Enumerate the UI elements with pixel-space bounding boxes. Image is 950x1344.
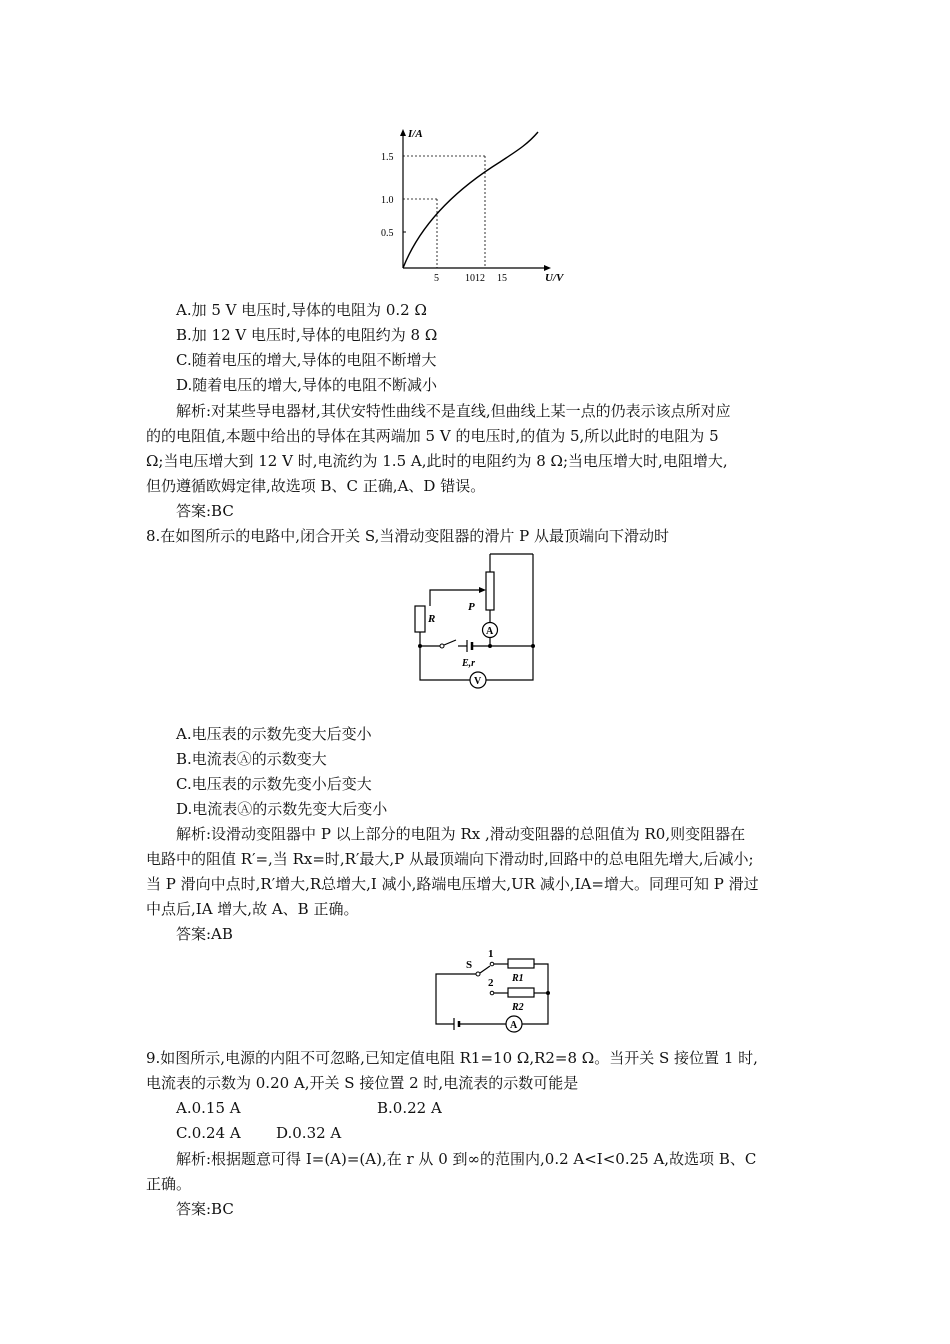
r1-label: R1 [512,973,524,984]
q9-ammeter-label: A [510,1020,518,1031]
iu-graph [375,125,575,285]
q9-option-a: A.0.15 A [176,1099,241,1117]
source-label: E,r [462,658,476,669]
q9-stem-1: 9.如图所示,电源的内阻不可忽略,已知定值电阻 R1=10 Ω,R2=8 Ω。当开关 S 接位置 1 时, [146,1049,758,1067]
x-tick-5: 5 [434,273,439,284]
pos2-label: 2 [488,977,494,989]
q8-analysis-1: 解析:设滑动变阻器中 P 以上部分的电阻为 Rx ,滑动变阻器的总阻值为 R0,则变阻器在 [176,825,746,843]
resistor-r1 [508,959,534,968]
y-tick-1-0: 1.0 [381,195,394,206]
q7-option-b: B.加 12 V 电压时,导体的电阻约为 8 Ω [176,326,438,344]
slider-label: P [468,601,475,613]
x-tick-10-12: 1012 [465,273,485,284]
q8-option-a: A.电压表的示数先变大后变小 [176,725,372,743]
q8-option-b: B.电流表Ⓐ的示数变大 [176,750,327,768]
y-axis-arrow [400,129,406,136]
resistor-label: R [428,613,436,625]
q8-analysis-4: 中点后,IA 增大,故 A、B 正确。 [146,900,359,918]
resistor-r2 [508,988,534,997]
q9-analysis-2: 正确。 [146,1175,192,1193]
slider-arrow [479,587,486,593]
q7-option-d: D.随着电压的增大,导体的电阻不断减小 [176,376,438,394]
r2-label: R2 [512,1002,524,1013]
q9-circuit [428,944,558,1034]
iu-curve [403,132,538,268]
voltmeter-label: V [474,676,482,687]
q9-option-b: B.0.22 A [377,1099,442,1117]
x-axis-label: U/V [545,272,564,284]
q9-switch [480,966,490,973]
y-axis-label: I/A [408,128,423,140]
q9-option-c: C.0.24 A [176,1124,241,1142]
q7-option-c: C.随着电压的增大,导体的电阻不断增大 [176,351,437,369]
resistor-r [415,606,425,632]
rheostat [486,572,494,610]
x-axis-arrow [544,265,551,271]
q8-analysis-3: 当 P 滑向中点时,R′增大,R总增大,I 减小,路端电压增大,UR 减小,IA=增大。同理可知 P 滑过 [146,875,759,893]
q7-option-a: A.加 5 V 电压时,导体的电阻为 0.2 Ω [176,301,427,319]
q7-analysis-1: 解析:对某些导电器材,其伏安特性曲线不是直线,但曲线上某一点的仍表示该点所对应 [176,402,731,420]
q8-answer: 答案:AB [176,925,233,943]
y-tick-0-5: 0.5 [381,228,394,239]
y-tick-1-5: 1.5 [381,152,394,163]
q9-answer: 答案:BC [176,1200,234,1218]
q7-analysis-3: Ω;当电压增大到 12 V 时,电流约为 1.5 A,此时的电阻约为 8 Ω;当电压增大时,电阻增大, [146,452,728,470]
q9-analysis-1: 解析:根据题意可得 I=(A)=(A),在 r 从 0 到∞的范围内,0.2 A<I<0.25 A,故选项 B、C [176,1150,757,1168]
q8-option-c: C.电压表的示数先变小后变大 [176,775,372,793]
q7-analysis-2: 的的电阻值,本题中给出的导体在其两端加 5 V 的电压时,的值为 5,所以此时的电阻为 5 [146,427,719,445]
q8-option-d: D.电流表Ⓐ的示数先变大后变小 [176,800,388,818]
switch-s [444,640,456,645]
q8-analysis-2: 电路中的阻值 R′=,当 Rx=时,R′最大,P 从最顶端向下滑动时,回路中的总电阻先增大,后减小; [146,850,754,868]
q7-analysis-4: 但仍遵循欧姆定律,故选项 B、C 正确,A、D 错误。 [146,477,486,495]
x-tick-15: 15 [497,273,507,284]
q7-answer: 答案:BC [176,502,234,520]
q8-stem: 8.在如图所示的电路中,闭合开关 S,当滑动变阻器的滑片 P 从最顶端向下滑动时 [146,527,669,545]
q8-circuit [410,550,540,690]
pos1-label: 1 [488,948,494,960]
q9-stem-2: 电流表的示数为 0.20 A,开关 S 接位置 2 时,电流表的示数可能是 [146,1074,579,1092]
ammeter-label: A [486,626,494,637]
q9-option-d: D.0.32 A [276,1124,342,1142]
switch-label: S [466,959,473,971]
